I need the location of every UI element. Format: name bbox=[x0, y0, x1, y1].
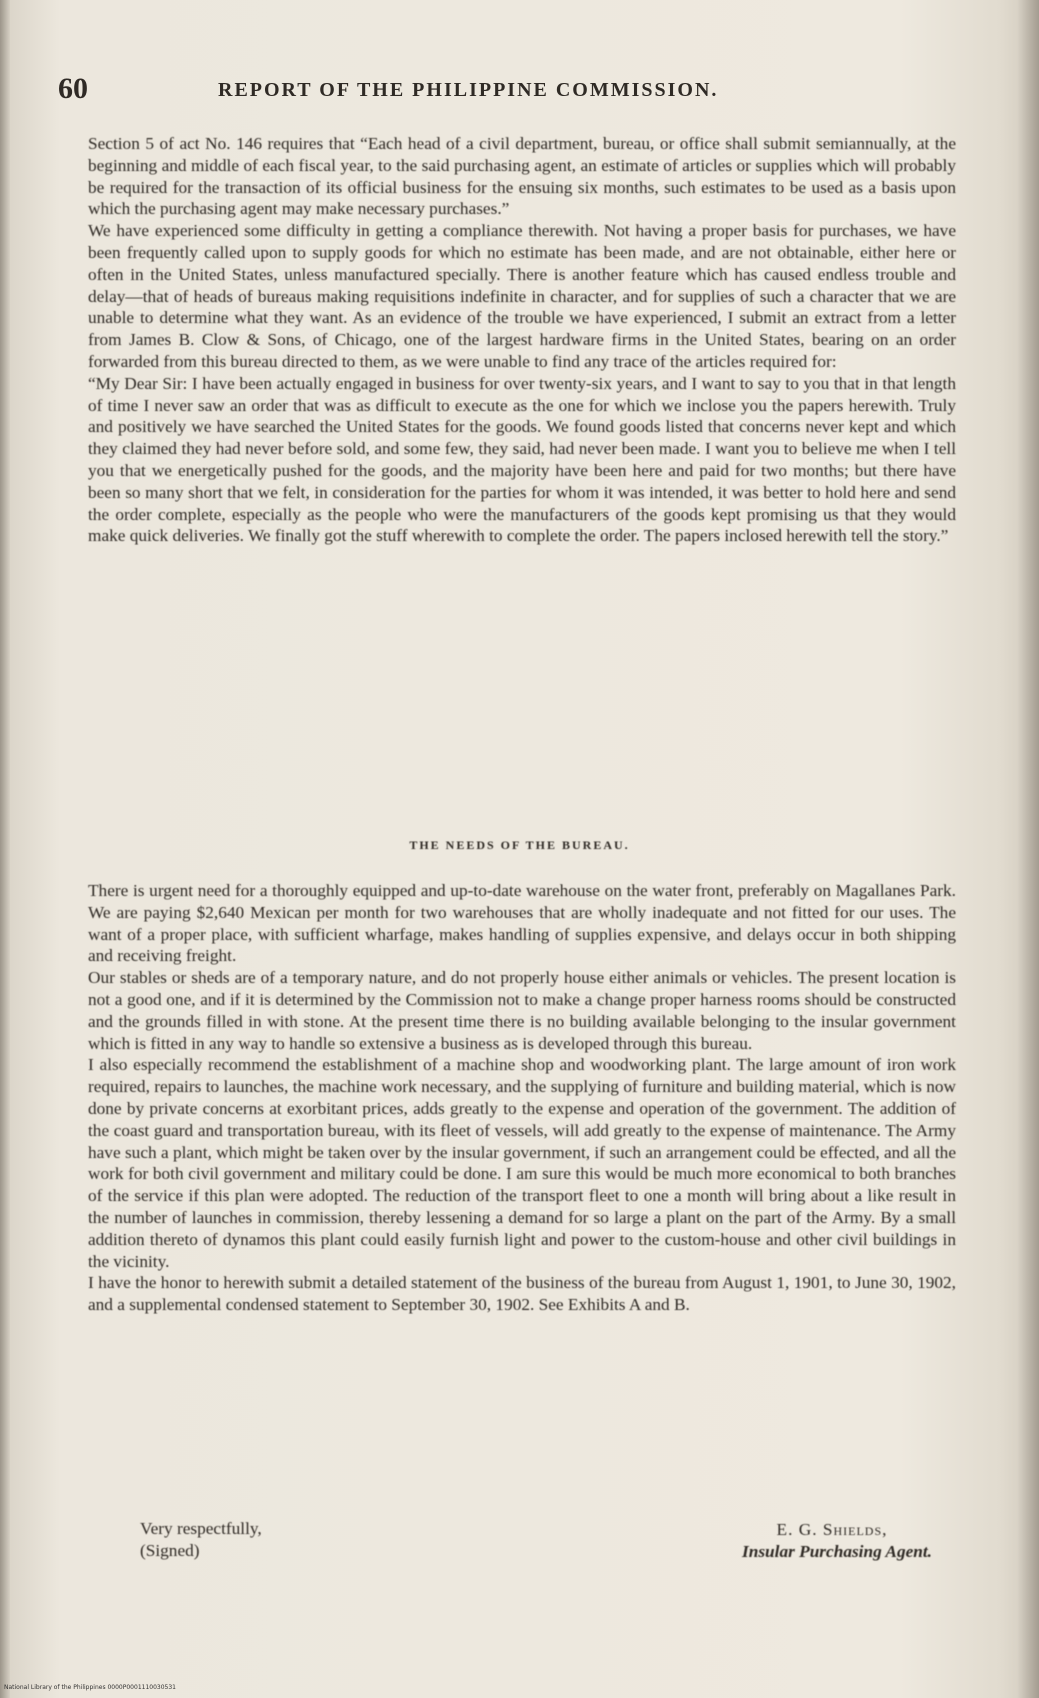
signature-name: E. G. Shields, bbox=[776, 1520, 888, 1539]
page-title: REPORT OF THE PHILIPPINE COMMISSION. bbox=[218, 79, 719, 101]
closing-signed: (Signed) bbox=[140, 1541, 200, 1560]
running-head bbox=[58, 72, 958, 112]
scan-footer: National Library of the Philippines 0000P000111003​0531 bbox=[4, 1684, 176, 1691]
paragraph-stables: Our stables or sheds are of a temporary nature, and do not properly house either animals or vehicles. The present location is not a good one, and if it is determined by the Commission not to make a change proper harness rooms should be constructed and the grounds filled in with stone. At the present time there is no building available belonging to the insular government which is fitted in any way to handle so extensive a business as is developed through this bureau. bbox=[88, 968, 956, 1053]
text-block-bottom bbox=[88, 880, 956, 1316]
paragraph-letter-extract: “My Dear Sir: I have been actually engaged in business for over twenty-six years, and I want to say to you that in that length of time I never saw an order that was as difficult to execute as the one for which we inclose you the papers herewith. Truly and positively we have searched the United States for the goods. We found goods listed that concerns never kept and which they claimed they had never before sold, and some few, they said, had never been made. I want you to believe me when I tell you that we energetically pushed for the goods, and the majority have been here and paid for two months; but there have been so many short that we felt, in consideration for the parties for whom it was intended, it was better to hold here and send the order complete, especially as the people who were the manufacturers of the goods kept promising us that they would make quick deliveries. We finally got the stuff wherewith to complete the order. The papers inclosed herewith tell the story.” bbox=[88, 373, 956, 546]
paragraph-act-146: Section 5 of act No. 146 requires that “Each head of a civil department, bureau, or office shall submit semiannually, at the beginning and middle of each fiscal year, to the said purchasing agent, an estimate of articles or supplies which will probably be required for the transaction of its official business for the ensuing six months, such estimates to be used as a basis upon which the purchasing agent may make necessary purchases.” bbox=[88, 134, 956, 219]
paragraph-machine-shop: I also especially recommend the establishment of a machine shop and woodworking plant. The large amount of iron work required, repairs to launches, the machine work necessary, and the supplying of furniture and building material, which is now done by private concerns at exorbitant prices, adds greatly to the expense and operation of the government. The addition of the coast guard and transportation bureau, with its fleet of vessels, will add greatly to the expense of maintenance. The Army have such a plant, which might be taken over by the insular government, if such an arrangement could be effected, and all the work for both civil government and military could be done. I am sure this would be much more economical to both branches of the service if this plan were adopted. The reduction of the transport fleet to one a month will bring about a like result in the number of launches in commission, thereby lessening a demand for so large a plant on the part of the Army. By a small addition thereto of dynamos this plant could easily furnish light and power to the custom-house and other civil buildings in the vicinity. bbox=[88, 1055, 956, 1271]
section-heading: THE NEEDS OF THE BUREAU. bbox=[409, 838, 630, 852]
paragraph-warehouse: There is urgent need for a thoroughly equipped and up-to-date warehouse on the water front, preferably on Magallanes Park. We are paying $2,640 Mexican per month for two warehouses that are wholly inadequate and not fitted for our uses. The want of a proper place, with sufficient wharfage, makes handling of supplies expensive, and delays occur in both shipping and receiving freight. bbox=[88, 881, 956, 966]
closing-respectfully: Very respectfully, bbox=[140, 1519, 262, 1538]
signature-title: Insular Purchasing Agent. bbox=[741, 1542, 932, 1561]
paragraph-statement: I have the honor to herewith submit a detailed statement of the business of the bureau from August 1, 1901, to June 30, 1902, and a supplemental condensed statement to September 30, 1902. See Exhibits A and B. bbox=[88, 1273, 956, 1315]
text-block-top bbox=[88, 133, 956, 547]
page-number: 60 bbox=[58, 72, 88, 105]
paragraph-compliance: We have experienced some difficulty in getting a compliance therewith. Not having a proper basis for purchases, we have been frequently called upon to supply goods for which no estimate has been made, and are not obtainable, either here or often in the United States, unless manufactured specially. There is another feature which has caused endless trouble and delay—that of heads of bureaus making requisitions indefinite in character, and for supplies of such a character that we are unable to determine what they want. As an evidence of the trouble we have experienced, I submit an extract from a letter from James B. Clow & Sons, of Chicago, one of the largest hardware firms in the United States, bearing on an order forwarded from this bureau directed to them, as we were unable to find any trace of the articles required for: bbox=[88, 221, 956, 371]
signature-block bbox=[672, 1519, 932, 1563]
closing bbox=[140, 1518, 262, 1562]
